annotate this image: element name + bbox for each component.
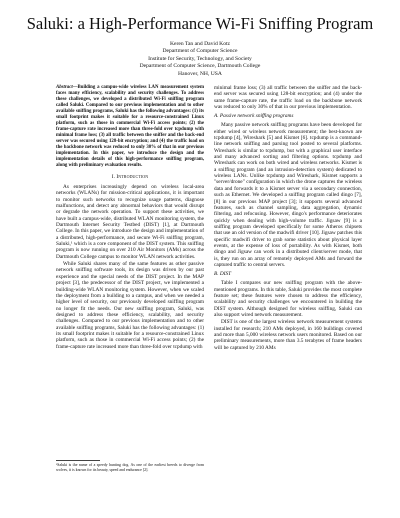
section-heading-introduction: I. Introduction xyxy=(111,174,149,180)
author-block xyxy=(0,41,400,78)
abstract xyxy=(56,85,204,169)
paper-title: Saluki: a High-Performance Wi-Fi Sniffing Program xyxy=(26,14,374,33)
left-column xyxy=(56,85,204,351)
right-column xyxy=(214,85,362,352)
right-paragraph-2: Many passive network sniffing programs have been developed for either wired or wireless network measurement; the best-known are tcpdump [4], Wireshark [5] and Kismet [6]. tcpdump is a command-line network sniffing and parsing tool posted to several platforms. Wireshark is similar to tcpdump, but with a graphical user interface and many advanced sorting and filtering options. tcpdump and Wireshark can work on both wired and wireless networks. Kismet is a sniffing program (and an intrusion-detection system) dedicated to wireless LANs. Unlike tcpdump and Wireshark, Kismet supports a "server/drone" configuration in which the drone captures the wireless data and forwards it to a Kismet server via a secondary connection, such as Ethernet. We developed a sniffing program called dingo [7], [8] in our previous MAP project [3]; it supports several advanced features, such as channel sampling, data aggregation, dynamic filtering, and refocusing. However, dingo's performance deteriorates quickly when dealing with high-volume traffic. Jigsaw [9] is a sniffing program developed specifically for some Atheros chipsets that use an old version of the madwifi driver [10]. Jigsaw patches this specific madwifi driver to grab some statistics about physical layer events, at the expense of loss of portability. As with Kismet, both dingo and Jigsaw can work in a distributed client/server mode, that is, they run on an array of remotely deployed AMs and forward the captured traffic to central servers. xyxy=(214,122,362,268)
author-location: Hanover, NH, USA xyxy=(178,70,222,77)
abstract-text: —Building a campus-wide wireless LAN measurement system faces many efficiency, scalability and security challenges. To address these challenges, we developed a distributed Wi-Fi sniffing program called Saluki. Compared to our previous implementation and to other available sniffing programs, Saluki has the following advantages: (1) its small footprint makes it suitable for a resource-constrained Linux platform, such as those in commercial Wi-Fi access points; (2) the frame-capture rate increased more than three-fold over tcpdump with minimal frame loss; (3) all traffic between the sniffer and the back-end server was secured using 128-bit encryption; and (4) the traffic load on the backbone network was reduced to only 30% of that in our previous implementation. In this paper, we introduce the design and the implementation details of this high-performance sniffing program, along with preliminary evaluation results. xyxy=(56,85,204,168)
subsection-heading-sniffing-programs: A. Passive network sniffing programs xyxy=(214,113,294,120)
intro-paragraph-1: As enterprises increasingly depend on wireless local-area networks (WLANs) for mission-critical applications, it is important to monitor such networks to recognize usage patterns, diagnose malfunctions, and detect any abnormal behaviors that would disrupt or degrade the network operation. To support these activities, we have built a campus-wide, distributed WLAN monitoring system, the Dartmouth Internet Security Testbed (DIST) [1], at Dartmouth College. In this paper, we introduce the design and implementation of a distributed, high-performance, and secure Wi-Fi sniffing program, Saluki,¹ which is a core component of the DIST system. This sniffing program is now running on over 210 Air Monitors (AMs) across the Dartmouth College campus to monitor WLAN network activities. xyxy=(56,184,204,260)
intro-paragraph-2: While Saluki shares many of the same features as other passive network sniffing software tools, its design was driven by our past experience and the special needs of the DIST project. In the MAP project [3], the predecessor of the DIST project, we implemented a building-wide WLAN monitoring system. However, when we scaled the deployment from a building to a campus, and when we needed a higher level of security, our previously developed sniffing program no longer fit the needs. Our new sniffing program, Saluki, was designed to address these efficiency, scalability, and security challenges. Compared to our previous implementation and to other available sniffing programs, Saluki has the following advantages: (1) its small footprint makes it suitable for a resource-constrained Linux platform, such as those in commercial Wi-Fi access points; (2) the frame-capture rate increased more than three-fold over tcpdump with xyxy=(56,261,204,350)
affiliation-line-3: Department of Computer Science, Dartmouth College xyxy=(139,63,261,70)
footnote-divider xyxy=(56,460,100,461)
abstract-lead: Abstract xyxy=(56,85,73,90)
right-paragraph-1: minimal frame loss; (3) all traffic between the sniffer and the back-end server was secured using 128-bit encryption; and (4) under the same frame-capture rate, the traffic load on the backbone network was reduced to only 30% of that in our previous implementation. xyxy=(214,85,362,111)
affiliation-line-1: Department of Computer Science xyxy=(162,48,238,55)
affiliation-line-2: Institute for Security, Technology, and Society xyxy=(148,55,252,62)
right-paragraph-4: DIST is one of the largest wireless network measurement systems installed for research; 210 AMs deployed, in 160 buildings covered and more than 5,000 wireless network users monitored. Based on our preliminary measurements, more than 3.5 terabytes of frame headers will be captured by 210 AMs xyxy=(214,319,362,351)
footnote: ¹Saluki is the name of a speedy hunting dog. As one of the earliest breeds to diverge from wolves, it is known for its beauty, speed and endurance [2]. xyxy=(56,463,204,472)
right-paragraph-3: Table I compares our new sniffing program with the above-mentioned programs. In this table, Saluki provides the most complete feature set; these features were chosen to address the efficiency, scalability and security challenges we encountered in building the DIST system. Although designed for wireless sniffing, Saluki can also support wired network measurement. xyxy=(214,280,362,318)
subsection-heading-dist: B. DIST xyxy=(214,271,232,278)
author-names: Keren Tan and David Kotz xyxy=(169,41,231,47)
